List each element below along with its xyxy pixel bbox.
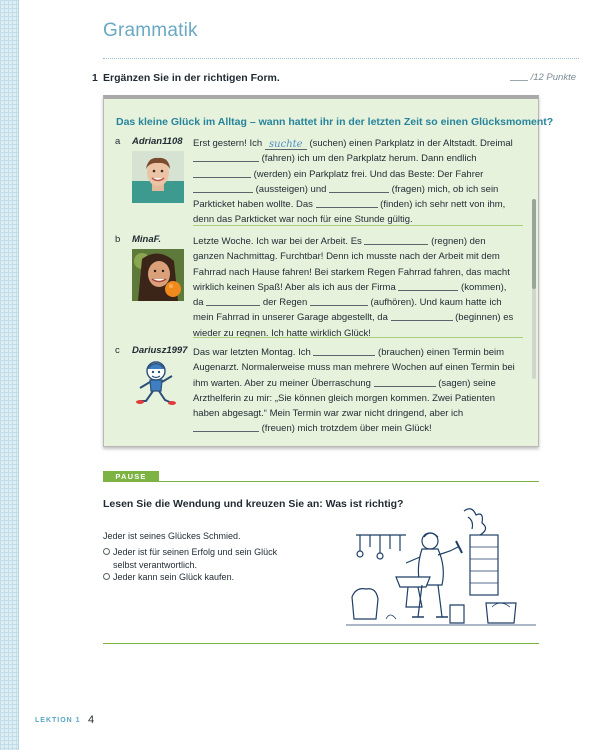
margin-edge-line <box>18 0 19 750</box>
answer-gap[interactable] <box>313 346 375 356</box>
young-man-photo-svg <box>132 151 184 203</box>
entry-username: Dariusz1997 <box>132 345 188 356</box>
answer-gap[interactable] <box>391 311 453 321</box>
text-segment: (sagen) seine Arzthelferin zu mir: „Sie können gleich morgen kommen. Zwei Patienten haben abgesagt.“ Mein Termin war zwar nicht dringend, aber ich <box>193 377 496 420</box>
text-segment: Erst gestern! Ich <box>193 138 265 149</box>
text-segment: (aufhören). Und kaum hatte ich mein Fahrrad in unserer Garage abgestellt, da <box>193 297 502 324</box>
answer-gap[interactable] <box>329 183 389 193</box>
exercise-heading: Das kleine Glück im Alltag – wann hattet ihr in der letzten Zeit so einen Glücksmoment? <box>116 116 554 128</box>
entry-letter: a <box>115 136 121 147</box>
answer-gap[interactable] <box>398 281 458 291</box>
cartoon-runner-svg <box>134 358 178 406</box>
text-segment: (fahren) ich um den Parkplatz herum. Dann endlich <box>259 153 477 165</box>
cartoon-runner-avatar <box>134 358 178 406</box>
answer-gap[interactable] <box>193 183 253 193</box>
radio-button[interactable] <box>103 548 110 555</box>
young-man-photo <box>132 151 184 203</box>
entry-divider <box>193 225 523 226</box>
margin-grid-strip <box>0 0 18 750</box>
text-segment: (beginnen) es wieder zu regnen. Ich hatte wirklich Glück! <box>193 312 514 339</box>
bottom-rule <box>103 643 539 644</box>
text-segment: (fragen) mich, ob ich sein Parkticket haben wollte. Das <box>193 183 499 211</box>
exercise-box <box>103 95 554 447</box>
section-title: Grammatik <box>103 20 198 41</box>
text-segment: (werden) ein Parkplatz frei. Und das Beste: Der Fahrer <box>251 168 484 180</box>
task-instruction: Ergänzen Sie in der richtigen Form. <box>103 72 280 84</box>
answer-gap-filled[interactable]: suchte <box>265 140 307 150</box>
entry-username: Adrian1108 <box>132 136 183 147</box>
entry-letter: c <box>115 345 120 356</box>
entry-divider <box>193 337 523 338</box>
pause-label: PAUSE <box>103 471 159 482</box>
points-field <box>510 72 576 83</box>
text-segment: Das war letzten Montag. Ich <box>193 347 314 358</box>
text-segment: der Regen <box>260 297 310 309</box>
text-segment: (finden) ich sehr nett von ihm, denn das Parkticket war noch für eine Stunde gültig. <box>193 199 506 226</box>
page-number: 4 <box>88 714 95 726</box>
woman-with-orange-photo <box>132 249 184 301</box>
text-segment: (freuen) mich trotzdem über mein Glück! <box>259 423 432 435</box>
entry-text <box>193 345 519 437</box>
scrollbar[interactable] <box>532 199 536 379</box>
option-1[interactable] <box>103 546 293 571</box>
text-segment: Letzte Woche. Ich war bei der Arbeit. Es <box>193 236 365 247</box>
scrollbar-thumb[interactable] <box>532 199 536 289</box>
blacksmith-at-anvil-drawing <box>346 507 536 631</box>
entry-letter: b <box>115 234 121 245</box>
option-label: Jeder ist für seinen Erfolg und sein Glück selbst verantwortlich. <box>113 547 278 570</box>
task-number: 1 <box>92 72 98 84</box>
title-rule <box>103 58 579 59</box>
answer-gap[interactable] <box>193 422 259 432</box>
entry-text <box>193 234 519 341</box>
pause-rule <box>159 481 539 482</box>
answer-gap[interactable] <box>374 377 436 387</box>
text-segment: (kommen), da <box>193 281 507 309</box>
text-segment: (regnen) den ganzen Nachmittag. Furchtbar! Denn ich musste nach der Arbeit mit dem Fahrrad nach Hause fahren! Bei starkem Regen Fahrrad fahren, das macht wirklich keinen Spaß! Aber als ich aus der Firma <box>193 236 510 293</box>
text-segment: (aussteigen) und <box>253 183 330 195</box>
entry-username: MinaF. <box>132 234 162 245</box>
answer-gap[interactable] <box>206 296 260 306</box>
answer-gap[interactable] <box>316 198 378 208</box>
radio-button[interactable] <box>103 573 110 580</box>
option-label: Jeder kann sein Glück kaufen. <box>113 572 235 582</box>
answer-gap[interactable] <box>193 152 259 162</box>
text-segment: (suchen) einen Parkplatz in der Altstadt. Dreimal <box>306 138 513 149</box>
text-segment: (brauchen) einen Termin beim Augenarzt. Normalerweise muss man mehrere Wochen auf einen Termin bei ihm warten. Aber zu meiner Überraschung <box>193 347 515 389</box>
woman-with-orange-photo-svg <box>132 249 184 301</box>
blacksmith-illustration-svg <box>346 507 536 631</box>
proverb: Jeder ist seines Glückes Schmied. <box>103 531 241 541</box>
lesson-label: LEKTION 1 <box>35 717 81 724</box>
points-label: /12 Punkte <box>530 72 576 83</box>
answer-options <box>103 546 293 584</box>
answer-gap[interactable] <box>193 168 251 178</box>
option-2[interactable] <box>103 571 293 584</box>
points-blank[interactable] <box>510 80 528 81</box>
entry-text <box>193 136 519 228</box>
answer-gap[interactable] <box>364 235 428 245</box>
pause-instruction: Lesen Sie die Wendung und kreuzen Sie an: Was ist richtig? <box>103 498 404 510</box>
answer-gap[interactable] <box>310 296 368 306</box>
